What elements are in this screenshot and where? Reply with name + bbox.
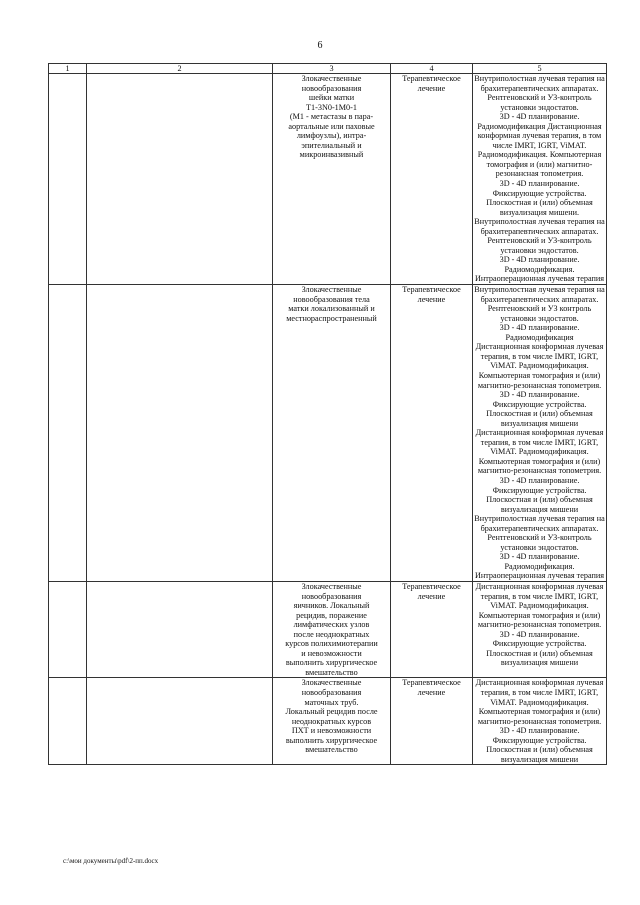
cell-treatment-method-line: Компьютерная томография и (или)	[478, 370, 601, 380]
cell-treatment-method-line: Внутриполостная лучевая терапия на	[474, 285, 605, 295]
cell-treatment-method-line: Дистанционная конформная лучевая	[475, 428, 604, 438]
cell-treatment-method-line: Плоскостная и (или) объемная	[486, 648, 593, 658]
cell-treatment-method-line: терапия, в том числе IMRT, IGRT,	[480, 437, 599, 447]
cell-diagnosis-line: курсов полихимиотерапии	[285, 639, 378, 649]
cell-diagnosis-line: маточных труб.	[304, 697, 359, 707]
cell-treatment-method-line: ViMAT. Радиомодификация.	[490, 697, 589, 707]
cell-treatment-method-line: Радиомодификация.	[504, 264, 575, 274]
cell-treatment-type	[391, 581, 473, 677]
cell-treatment-method-line: Плоскостная и (или) объемная	[486, 198, 593, 208]
cell-treatment-method-line: установки эндостатов.	[500, 102, 579, 112]
cell-treatment-method-line: 3D - 4D планирование.	[499, 255, 580, 265]
cell-treatment-method-line: Фиксирующие устройства.	[492, 485, 587, 495]
cell-profile	[87, 74, 273, 285]
cell-treatment-method-line: брахитерапевтических аппаратах.	[480, 294, 599, 304]
cell-treatment-method-line: 3D - 4D планирование.	[499, 179, 580, 189]
treatment-table	[48, 63, 607, 765]
cell-treatment-method-line: 3D - 4D планирование.	[499, 112, 580, 122]
cell-treatment-method-line: установки эндостатов.	[500, 313, 579, 323]
cell-treatment-method	[473, 581, 607, 677]
cell-number	[49, 581, 87, 677]
header-cell-5: 5	[473, 64, 607, 74]
cell-diagnosis-line: лимфатических узлов	[293, 620, 370, 630]
cell-treatment-method-line: магнитно-резонансная топометрия.	[477, 716, 602, 726]
cell-treatment-method-line: терапия, в том числе IMRT, IGRT,	[480, 351, 599, 361]
cell-treatment-method-line: Фиксирующие устройства.	[492, 188, 587, 198]
cell-treatment-method	[473, 678, 607, 765]
cell-treatment-method-line: визуализация мишени	[500, 504, 579, 514]
cell-treatment-method-line: установки эндостатов.	[500, 245, 579, 255]
cell-treatment-method-line: установки эндостатов.	[500, 542, 579, 552]
cell-diagnosis-line: вмешательство	[305, 745, 358, 755]
cell-treatment-method-line: Радиомодификация	[505, 332, 574, 342]
cell-treatment-method-line: конформная лучевая терапия, в том	[477, 131, 602, 141]
cell-treatment-method-line: визуализация мишени.	[499, 207, 580, 217]
header-cell-3: 3	[273, 64, 391, 74]
cell-diagnosis-line: T1-3N0-1M0-1	[306, 102, 357, 112]
cell-treatment-method-line: терапия, в том числе IMRT, IGRT,	[480, 591, 599, 601]
cell-diagnosis-line: ПХТ и невозможности	[291, 726, 372, 736]
cell-treatment-method-line: брахитерапевтических аппаратах.	[480, 83, 599, 93]
cell-treatment-type-line: лечение	[417, 591, 446, 601]
cell-treatment-method-line: Радиомодификация. Компьютерная	[477, 150, 602, 160]
cell-treatment-method-line: визуализация мишени	[500, 754, 579, 764]
table-row	[49, 581, 607, 677]
cell-diagnosis-line: выполнить хирургическое	[285, 658, 378, 668]
cell-treatment-method-line: Плоскостная и (или) объемная	[486, 495, 593, 505]
cell-profile	[87, 678, 273, 765]
cell-treatment-method-line: Дистанционная конформная лучевая	[475, 581, 604, 591]
cell-treatment-method-line: магнитно-резонансная топометрия.	[477, 466, 602, 476]
cell-diagnosis-line: новообразования	[301, 688, 362, 697]
cell-treatment-method-line: Интраоперационная лучевая терапия	[474, 274, 605, 284]
cell-treatment-method-line: Фиксирующие устройства.	[492, 399, 587, 409]
cell-treatment-type-line: Терапевтическое	[402, 74, 461, 83]
cell-diagnosis-line: Локальный рецидив после	[285, 707, 378, 717]
cell-treatment-method-line: 3D - 4D планирование.	[499, 390, 580, 400]
cell-diagnosis-line: Злокачественные	[301, 74, 362, 83]
cell-treatment-type-line: Терапевтическое	[402, 581, 461, 591]
cell-treatment-method-line: Внутриполостная лучевая терапия на	[474, 217, 605, 227]
file-path-footer: c:\мои документы\pdf\2-пп.docx	[63, 857, 159, 865]
cell-treatment-type	[391, 678, 473, 765]
cell-treatment-method-line: ViMAT. Радиомодификация.	[490, 361, 589, 371]
cell-diagnosis	[273, 285, 391, 582]
cell-treatment-method-line: магнитно-резонансная топометрия.	[477, 620, 602, 630]
header-cell-2: 2	[87, 64, 273, 74]
header-cell-1: 1	[49, 64, 87, 74]
cell-number	[49, 285, 87, 582]
cell-diagnosis	[273, 581, 391, 677]
cell-diagnosis-line: рецидив, поражение	[296, 610, 367, 620]
cell-diagnosis-line: неоднократных курсов	[291, 716, 372, 726]
cell-treatment-method	[473, 285, 607, 582]
cell-diagnosis-line: яичников. Локальный	[293, 601, 370, 611]
cell-treatment-type-line: Терапевтическое	[402, 678, 461, 688]
cell-diagnosis-line: вмешательство	[305, 667, 358, 677]
cell-treatment-method-line: ViMAT. Радиомодификация.	[490, 447, 589, 457]
header-cell-4: 4	[391, 64, 473, 74]
cell-number	[49, 678, 87, 765]
cell-treatment-method-line: 3D - 4D планирование.	[499, 323, 580, 333]
cell-treatment-method-line: ViMAT. Радиомодификация.	[490, 601, 589, 611]
cell-treatment-method-line: Внутриполостная лучевая терапия на	[474, 74, 605, 83]
cell-treatment-method-line: Компьютерная томография и (или)	[478, 707, 601, 717]
cell-treatment-method-line: Радиомодификация.	[504, 561, 575, 571]
cell-treatment-method-line: Интраоперационная лучевая терапия	[474, 571, 605, 581]
cell-diagnosis-line: микроинвазивный	[299, 150, 364, 160]
cell-treatment-method-line: Радиомодификация Дистанционная	[477, 121, 602, 131]
cell-diagnosis-line: выполнить хирургическое	[285, 735, 378, 745]
cell-treatment-method-line: Рентгеновский и УЗ-контроль	[487, 533, 592, 543]
cell-diagnosis-line: лимфоузлы), интра-	[296, 131, 367, 141]
cell-treatment-method-line: 3D - 4D планирование.	[499, 475, 580, 485]
cell-treatment-method-line: Рентгеновский и УЗ-контроль	[487, 93, 592, 103]
cell-treatment-method-line: Фиксирующие устройства.	[492, 735, 587, 745]
cell-treatment-method-line: Дистанционная конформная лучевая	[475, 678, 604, 688]
page-number: 6	[317, 40, 323, 51]
cell-treatment-method-line: томография и (или) магнитно-	[486, 159, 593, 169]
header-row	[49, 64, 607, 74]
cell-diagnosis-line: шейки матки	[308, 93, 355, 103]
cell-number	[49, 74, 87, 285]
cell-diagnosis-line: (M1 - метастазы в пара-	[289, 112, 374, 122]
cell-treatment-type-line: лечение	[417, 688, 446, 697]
cell-diagnosis-line: матки локализованный и	[288, 304, 375, 314]
cell-treatment-method-line: Компьютерная томография и (или)	[478, 610, 601, 620]
cell-diagnosis-line: эпителиальный и	[301, 140, 362, 150]
cell-treatment-type	[391, 74, 473, 285]
cell-diagnosis-line: новообразования	[301, 83, 362, 93]
table-row	[49, 285, 607, 582]
cell-treatment-method-line: числе IMRT, IGRT, ViMAT.	[492, 140, 587, 150]
cell-treatment-method-line: брахитерапевтических аппаратах.	[480, 523, 599, 533]
cell-diagnosis	[273, 678, 391, 765]
cell-treatment-method-line: брахитерапевтических аппаратах.	[480, 226, 599, 236]
cell-diagnosis-line: Злокачественные	[301, 678, 362, 688]
cell-treatment-method-line: Плоскостная и (или) объемная	[486, 745, 593, 755]
cell-diagnosis-line: новообразования	[301, 591, 362, 601]
cell-treatment-method-line: терапия, в том числе IMRT, IGRT,	[480, 688, 599, 697]
cell-profile	[87, 285, 273, 582]
cell-treatment-type-line: Терапевтическое	[402, 285, 461, 295]
table-row	[49, 74, 607, 285]
cell-treatment-method-line: 3D - 4D планирование.	[499, 629, 580, 639]
table-body	[49, 64, 607, 765]
cell-treatment-type	[391, 285, 473, 582]
cell-treatment-method-line: Внутриполостная лучевая терапия на	[474, 514, 605, 524]
cell-diagnosis-line: местнораспространенный	[286, 313, 377, 323]
cell-diagnosis-line: Злокачественные	[301, 285, 362, 295]
cell-diagnosis	[273, 74, 391, 285]
cell-treatment-method-line: Фиксирующие устройства.	[492, 639, 587, 649]
cell-treatment-method	[473, 74, 607, 285]
cell-treatment-method-line: Рентгеновский и УЗ-контроль	[487, 236, 592, 246]
cell-treatment-method-line: Компьютерная томография и (или)	[478, 456, 601, 466]
cell-diagnosis-line: Злокачественные	[301, 581, 362, 591]
cell-profile	[87, 581, 273, 677]
cell-treatment-method-line: визуализация мишени	[500, 658, 579, 668]
cell-diagnosis-line: аортальные или паховые	[288, 121, 375, 131]
cell-treatment-type-line: лечение	[417, 294, 446, 304]
table-row	[49, 678, 607, 765]
cell-treatment-method-line: 3D - 4D планирование.	[499, 726, 580, 736]
cell-treatment-method-line: Рентгеновский и УЗ контроль	[487, 304, 592, 314]
cell-treatment-method-line: магнитно-резонансная топометрия.	[477, 380, 602, 390]
cell-treatment-method-line: Дистанционная конформная лучевая	[475, 342, 604, 352]
cell-diagnosis-line: новообразования тела	[293, 294, 370, 304]
cell-diagnosis-line: после неоднократных	[293, 629, 370, 639]
cell-treatment-method-line: визуализация мишени	[500, 418, 579, 428]
cell-treatment-type-line: лечение	[417, 83, 446, 93]
cell-treatment-method-line: Плоскостная и (или) объемная	[486, 409, 593, 419]
cell-treatment-method-line: 3D - 4D планирование.	[499, 552, 580, 562]
cell-treatment-method-line: резонансная топометрия.	[495, 169, 584, 179]
cell-diagnosis-line: и невозможности	[301, 648, 362, 658]
